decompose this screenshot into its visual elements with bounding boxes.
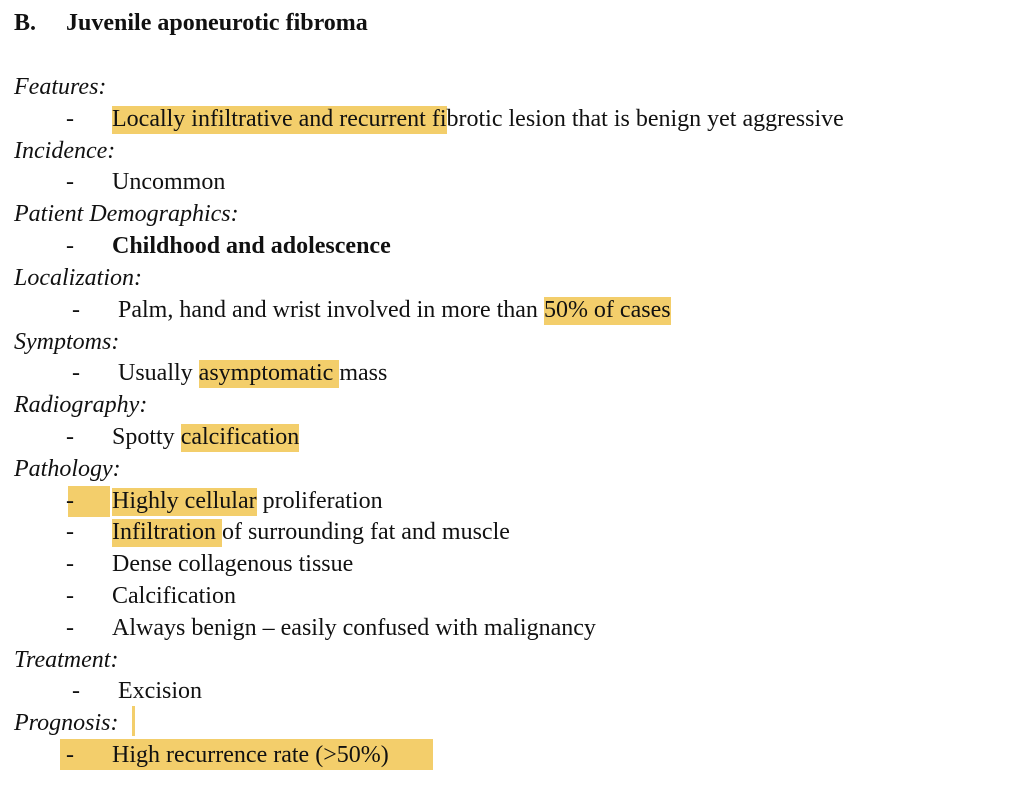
demographics-item: Childhood and adolescence [112, 233, 391, 259]
plain-text: Spotty [112, 424, 181, 450]
incidence-item: Uncommon [112, 169, 226, 195]
pathology-item-1 [112, 486, 383, 517]
localization-item [118, 295, 671, 326]
pathology-item-4: Calcification [112, 583, 236, 609]
bullet-dash: - [72, 297, 80, 323]
plain-text: proliferation [256, 488, 383, 514]
bullet-dash: - [66, 742, 74, 768]
plain-text: Usually [118, 360, 199, 386]
features-item [112, 104, 844, 135]
bullet-dash: - [72, 678, 80, 704]
bullet-dash: - [66, 169, 74, 195]
highlighted-text: 50% of cases [543, 297, 671, 323]
bullet-dash: - [66, 615, 74, 641]
bullet-dash: - [66, 424, 74, 450]
radiography-label: Radiography: [14, 392, 148, 418]
highlighted-text: asymptomatic [198, 360, 340, 386]
section-heading [14, 8, 368, 39]
bullet-dash: - [66, 519, 74, 545]
bullet-dash: - [66, 233, 74, 259]
pathology-label: Pathology: [14, 456, 121, 482]
bullet-dash: - [66, 106, 74, 132]
bullet-dash: - [66, 551, 74, 577]
prognosis-label: Prognosis: [14, 710, 119, 736]
bullet-dash: - [72, 360, 80, 386]
prognosis-item: High recurrence rate (>50%) [112, 742, 389, 768]
plain-text: brotic lesion that is benign yet aggressive [446, 106, 844, 132]
section-title: Juvenile aponeurotic fibroma [66, 10, 368, 36]
localization-label: Localization: [14, 265, 143, 291]
highlighted-text: Infiltration [112, 519, 222, 545]
plain-text: mass [339, 360, 388, 386]
pathology-item-3: Dense collagenous tissue [112, 551, 354, 577]
bullet-dash: - [66, 488, 74, 514]
highlighted-text: Locally infiltrative and recurrent fi [112, 106, 447, 132]
highlighted-text: calcification [180, 424, 300, 450]
highlight-marker [132, 706, 135, 736]
treatment-label: Treatment: [14, 647, 119, 673]
section-letter: B. [14, 10, 37, 36]
demographics-label: Patient Demographics: [14, 201, 239, 227]
pathology-item-2 [112, 517, 510, 548]
highlight-block [68, 486, 110, 517]
bullet-dash: - [66, 583, 74, 609]
incidence-label: Incidence: [14, 138, 116, 164]
plain-text: of surrounding fat and muscle [221, 519, 510, 545]
pathology-item-5: Always benign – easily confused with malignancy [112, 615, 596, 641]
features-label: Features: [14, 74, 107, 100]
symptoms-label: Symptoms: [14, 329, 120, 355]
highlighted-text: Highly cellular [112, 488, 257, 514]
plain-text: Palm, hand and wrist involved in more than [118, 297, 544, 323]
symptoms-item [118, 358, 387, 389]
radiography-item [112, 422, 299, 453]
treatment-item: Excision [118, 678, 202, 704]
